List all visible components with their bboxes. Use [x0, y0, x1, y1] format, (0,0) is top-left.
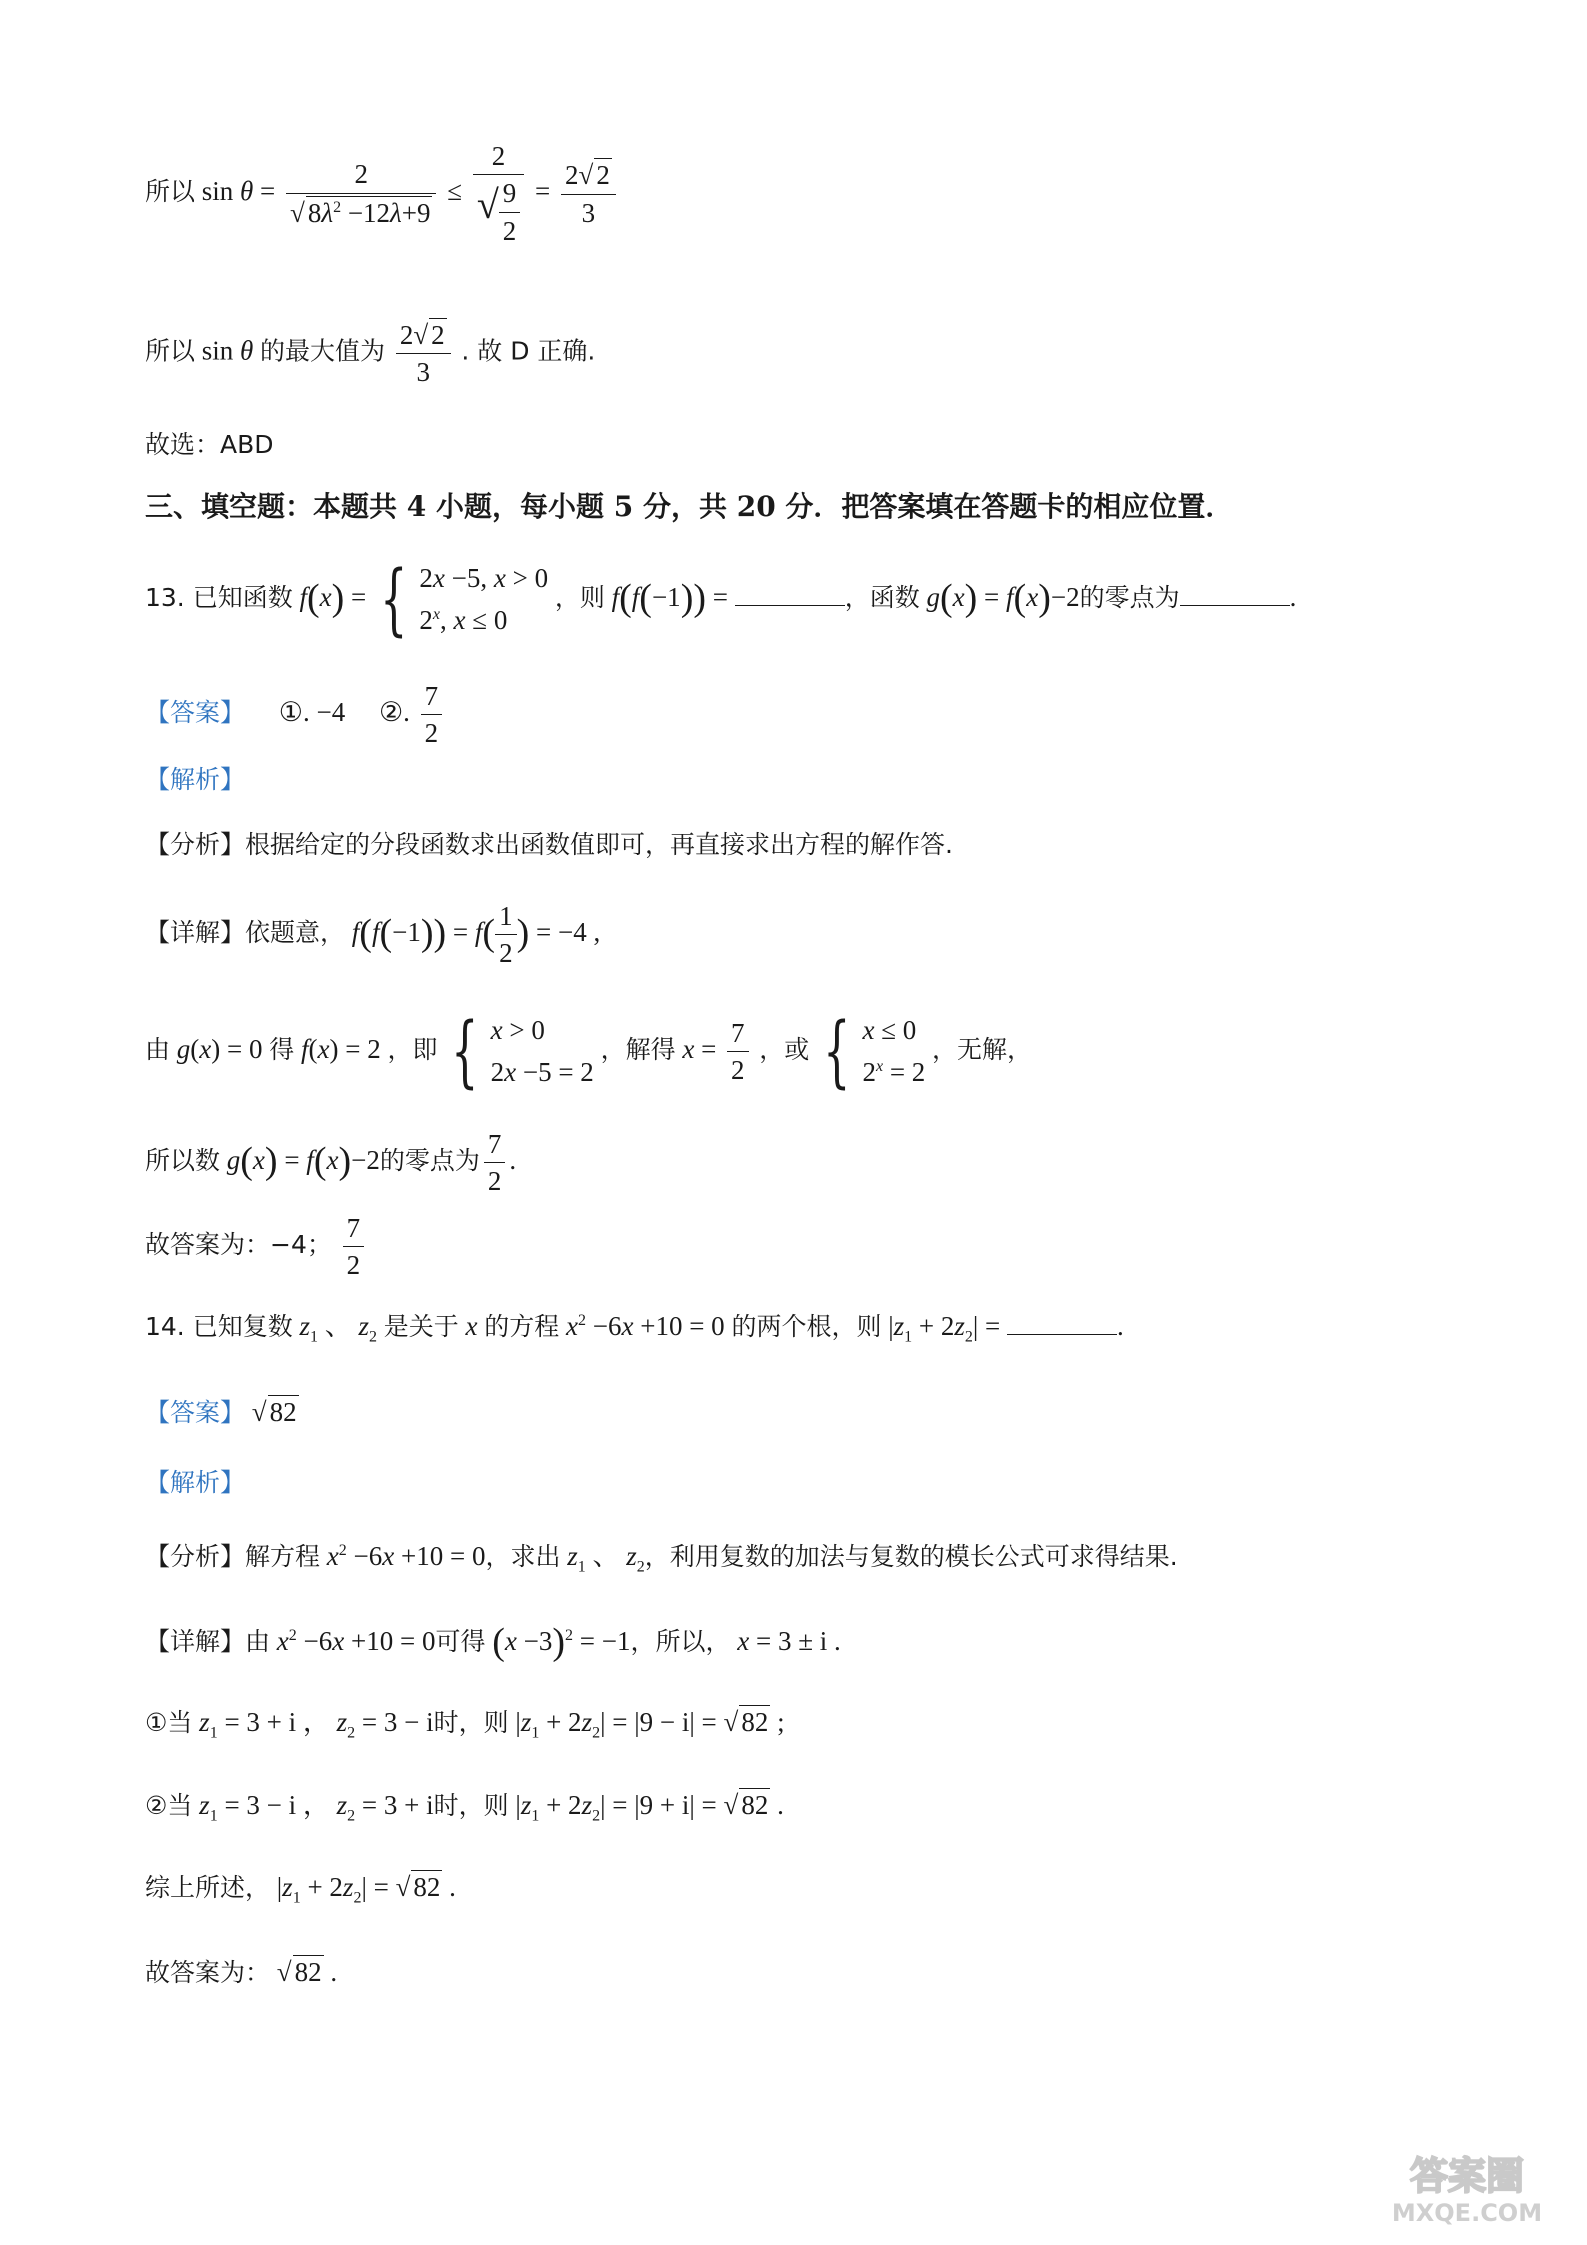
text-d-correct: . 故 D 正确.: [461, 336, 596, 366]
fraction-2sqrt2-over-3: $\frac{2√ 2}{3}$: [561, 158, 616, 229]
q14-xj-c: ，所以，: [630, 1627, 731, 1656]
blank-2: [1180, 585, 1290, 606]
q13-xj-prefix: 依题意，: [245, 918, 346, 948]
case1-shi: 时，则: [433, 1708, 509, 1737]
text-max-value: 的最大值为: [260, 336, 386, 366]
xiangjie-tag-2: 【详解】: [145, 1627, 246, 1656]
q14-answer: 【答案】 √ 82: [145, 1397, 297, 1427]
answer-tag-2: 【答案】: [145, 1398, 246, 1427]
q13-fenxi-text: 根据给定的分段函数求出函数值即可，再直接求出方程的解作答.: [245, 830, 953, 859]
section-3-heading: 三、填空题：本题共 4 小题，每小题 5 分，共 20 分．把答案填在答题卡的相应位置．: [145, 490, 1234, 523]
text-zero-2: 的零点为: [379, 1146, 480, 1176]
q14-final: 故答案为： √ 82 .: [145, 1957, 338, 1987]
watermark-logo: [1377, 2141, 1557, 2231]
q13-answer: [145, 680, 446, 750]
blank-1: [735, 585, 845, 606]
summary-label: 综上所述，: [145, 1873, 271, 1902]
q13-zero-line: 所以数 g(x) = f(x)−2的零点为 $\frac{7}{2}$ .: [145, 1129, 517, 1197]
case1-label: ①当: [145, 1708, 193, 1737]
cases-positive: x > 0 2x −5 = 2: [490, 1015, 594, 1087]
q13-final-text: 故答案为：−4；: [145, 1230, 332, 1260]
q13-ans2-fraction: $\frac{7}{2}$: [421, 680, 443, 750]
q13-label: 13. 已知函数: [145, 583, 293, 613]
text-wujie: ，无解，: [932, 1035, 1033, 1065]
fenxi-tag-2: 【分析】: [145, 1542, 246, 1571]
xiangjie-tag: 【详解】: [145, 918, 246, 948]
text-jiede: ，解得: [600, 1035, 676, 1065]
q14-text-c: 的方程: [484, 1312, 560, 1341]
q13-solve-line: 由 g(x) = 0 得 f(x) = 2 ，即 { x > 0 2x −5 = 2 ，解得 x = $\frac{7}{2}$ ，或 { x ≤ 0 $2^x = 2$ ，无解，: [145, 1006, 1033, 1097]
q13-analysis-tag: 【解析】: [145, 765, 246, 794]
watermark-icon: [1377, 2141, 1557, 2231]
q14-label: 14. 已知复数: [145, 1312, 293, 1341]
q13-fenxi: [145, 828, 953, 860]
text-then: ，则: [554, 583, 605, 613]
svg-text:MXQE.COM: MXQE.COM: [1391, 2199, 1543, 2227]
text-func-g: ，函数: [844, 583, 920, 613]
q14-xj-a: 由: [245, 1627, 271, 1656]
fraction-2-over-sqrt: $\frac{2}{√ 8\lambda^2 -12\lambda+9}$: [286, 158, 436, 229]
text-huo: ，或: [759, 1035, 810, 1065]
text-suoyi-2: 所以: [145, 336, 196, 366]
text-you: 由: [145, 1035, 171, 1065]
derivation-line-sin-bound: 所以 sin θ = $\frac{2}{√ 8\lambda^2 -12\lambda+9}$ ≤ 2 √ $\frac{9}{2}$ = $\frac{2√ 2}{3}$: [145, 140, 620, 247]
q13-final: 故答案为：−4； $\frac{7}{2}$: [145, 1212, 368, 1282]
fraction-max: $\frac{2√ 2}{3}$: [396, 318, 451, 389]
q14-fenxi: 【分析】解方程 $x^2 -6x +10 = 0$，求出 $z_1$ 、 $z_2$，利用复数的加法与复数的模长公式可求得结果.: [145, 1541, 1178, 1576]
fraction-2-over-sqrt-9-2: 2 √ $\frac{9}{2}$: [473, 140, 524, 247]
answer-tag: 【答案】: [145, 698, 246, 728]
q14-fenxi-c: ，利用复数的加法与复数的模长公式可求得结果.: [644, 1542, 1178, 1571]
q14-case-2: ②当 $z_1 = 3 - i$ ， $z_2 = 3 + i$时，则 $|z_1 + 2z_2| = |9 + i|$ = √ 82 .: [145, 1790, 784, 1825]
q14-xj-b: 可得: [435, 1627, 486, 1656]
q14-fenxi-b: ，求出: [485, 1542, 561, 1571]
q14-xiangjie: 【详解】由 $x^2 -6x +10 = 0$可得 $(x -3)^2 = -1$，所以， x = 3 ± i .: [145, 1621, 841, 1663]
q14-case-1: ①当 $z_1 = 3 + i$ ， $z_2 = 3 - i$时，则 $|z_1 + 2z_2| = |9 - i|$ = √ 82 ;: [145, 1707, 785, 1742]
text-suoyishu: 所以数: [145, 1146, 221, 1176]
cases-nonpositive: x ≤ 0 $2^x = 2$: [862, 1015, 926, 1087]
text-zero: 的零点为: [1079, 583, 1180, 613]
question-13: 13. 已知函数 f(x) = { 2x −5, x > 0 2$^x$, x ≤ 0 ，则 f(f(−1)) = ，函数 g(x) = f(x)−2的零点为 .: [145, 554, 1297, 645]
q14-text-b: 是关于: [383, 1312, 459, 1341]
q14-analysis-tag: 【解析】: [145, 1468, 246, 1497]
q14-fenxi-a: 解方程: [245, 1542, 321, 1571]
case2-label: ②当: [145, 1791, 193, 1820]
q13-ans1: ①. −4: [278, 697, 346, 728]
svg-text:答案圈: 答案圈: [1409, 2154, 1525, 2198]
case2-shi: 时，则: [433, 1791, 509, 1820]
text-ji: ，即: [387, 1035, 438, 1065]
choose-line: 故选：ABD: [145, 430, 274, 459]
piecewise-f: 2x −5, x > 0 2$^x$, x ≤ 0: [419, 563, 549, 635]
q14-text-d: 的两个根，则: [731, 1312, 882, 1341]
text-de: 得: [269, 1035, 295, 1065]
q14-summary: 综上所述， $|z_1 + 2z_2|$ = √ 82 .: [145, 1872, 456, 1907]
q14-final-label: 故答案为：: [145, 1958, 271, 1987]
blank-3: [1007, 1314, 1117, 1335]
fenxi-tag: 【分析】: [145, 830, 246, 859]
q13-ans2: ②.: [378, 697, 410, 728]
question-14: 14. 已知复数 $z_1$ 、 $z_2$ 是关于 x 的方程 $x^2 -6x +10 = 0$ 的两个根，则 $|z_1 + 2z_2|$ = .: [145, 1311, 1124, 1346]
q13-xiangjie: 【详解】依题意， f(f(−1)) = f( $\frac{1}{2}$ ) = −4 ,: [145, 901, 601, 969]
max-value-line: 所以 sin θ 的最大值为 $\frac{2√ 2}{3}$ . 故 D 正确.: [145, 320, 596, 388]
text-suoyi: 所以: [145, 176, 196, 206]
